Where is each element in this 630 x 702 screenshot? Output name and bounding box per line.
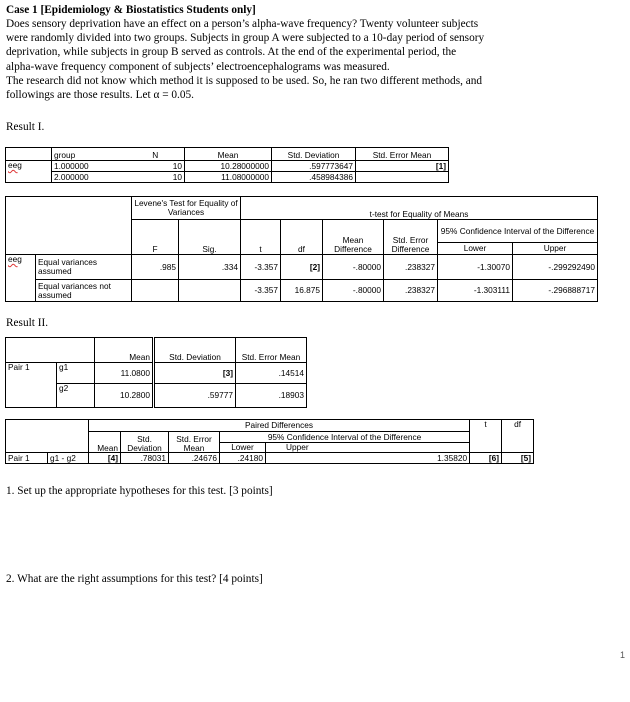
table-row (6, 161, 449, 172)
page-number: 1 (620, 650, 626, 660)
row-label: eeg (8, 160, 22, 170)
paired-differences-header: Paired Differences (89, 420, 470, 432)
col-header: N (127, 148, 185, 161)
col-header: Std. Error Mean (236, 338, 307, 363)
ttest-header: t-test for Equality of Means (241, 197, 598, 220)
cell (356, 172, 449, 183)
cell: 2.000000 (52, 172, 127, 183)
cell: [5] (502, 453, 534, 464)
paired-test-table (5, 419, 534, 464)
pair-label: Pair 1 (6, 363, 57, 408)
cell: 1.35820 (266, 453, 470, 464)
cell: .59777 (154, 384, 236, 408)
independent-samples-test-table (5, 196, 598, 302)
result1-label: Result I. (6, 121, 45, 133)
row-label: Equal variances assumed (36, 255, 132, 280)
cell: -1.303111 (438, 280, 513, 302)
col-header: Mean (89, 432, 121, 453)
cell: [6] (470, 453, 502, 464)
cell: 11.0800 (95, 363, 154, 384)
cell: .985 (132, 255, 179, 280)
cell: .238327 (384, 280, 438, 302)
table-row (6, 453, 534, 464)
cell: 10 (127, 161, 185, 172)
cell: [1] (356, 161, 449, 172)
cell: 11.08000000 (185, 172, 272, 183)
table-row (6, 280, 598, 302)
cell: [4] (89, 453, 121, 464)
empty-cell (6, 338, 95, 363)
row-label: g1 - g2 (48, 453, 89, 464)
table-row (6, 172, 449, 183)
col-header: F (132, 220, 179, 255)
col-header: t (241, 220, 281, 255)
col-header: Mean (95, 338, 154, 363)
col-header: group (52, 148, 127, 161)
intro-line: The research did not know which method it is supposed to be used. So, he ran two different methods, and (6, 74, 483, 87)
levene-header: Levene's Test for Equality of Variances (132, 197, 241, 220)
table-row (6, 363, 307, 384)
cell: [2] (281, 255, 323, 280)
cell: 10 (127, 172, 185, 183)
cell: -1.30070 (438, 255, 513, 280)
intro-line: were randomly divided into two groups. Subjects in group A were subjected to a 10-day period of sensory (6, 32, 485, 45)
row-label: g2 (57, 384, 95, 408)
cell: [3] (154, 363, 236, 384)
cell (179, 280, 241, 302)
cell: .458984386 (272, 172, 356, 183)
cell: 10.28000000 (185, 161, 272, 172)
intro-line: followings are those results. Let α = 0.05. (6, 89, 194, 102)
intro-line: Does sensory deprivation have an effect on a person’s alpha-wave frequency? Twenty volunteer subjects (6, 18, 479, 30)
cell: -.299292490 (513, 255, 598, 280)
row-label: g1 (57, 363, 95, 384)
col-header: Std. Error Difference (384, 220, 438, 255)
question-2: 2. What are the right assumptions for this test? [4 points] (6, 573, 263, 585)
col-header: Std. Deviation (121, 432, 169, 453)
col-header: Lower (438, 243, 513, 255)
cell: .78031 (121, 453, 169, 464)
cell: .24180 (220, 453, 266, 464)
ci-header: 95% Confidence Interval of the Difference (438, 220, 598, 243)
empty-cell (6, 148, 52, 161)
table-row (6, 255, 598, 280)
col-header: Std. Error Mean (356, 148, 449, 161)
paired-statistics-table (5, 337, 307, 408)
row-label: Equal variances not assumed (36, 280, 132, 302)
cell: .334 (179, 255, 241, 280)
cell: -.80000 (323, 255, 384, 280)
col-header: df (281, 220, 323, 255)
intro-line: deprivation, while subjects in group B served as controls. At the end of the experimental period, the (6, 46, 457, 59)
col-header: Sig. (179, 220, 241, 255)
cell: .14514 (236, 363, 307, 384)
col-header: t (470, 420, 502, 453)
col-header: Upper (266, 443, 470, 453)
cell: -3.357 (241, 280, 281, 302)
empty-cell (6, 197, 132, 255)
result2-label: Result II. (6, 317, 49, 329)
cell: 10.2800 (95, 384, 154, 408)
col-header: df (502, 420, 534, 453)
cell: -3.357 (241, 255, 281, 280)
col-header: Std. Deviation (272, 148, 356, 161)
cell (132, 280, 179, 302)
cell: .238327 (384, 255, 438, 280)
group-statistics-table (5, 147, 449, 183)
col-header: Lower (220, 443, 266, 453)
cell: -.296888717 (513, 280, 598, 302)
pair-label: Pair 1 (6, 453, 48, 464)
col-header: Std. Error Mean (169, 432, 220, 453)
col-header: Std. Deviation (154, 338, 236, 363)
col-header: Upper (513, 243, 598, 255)
intro-line: alpha-wave frequency component of subjects’ electroencephalograms was measured. (6, 60, 390, 73)
case-title: Case 1 [Epidemiology & Biostatistics Students only] (6, 4, 256, 16)
empty-cell (6, 420, 89, 453)
cell: 16.875 (281, 280, 323, 302)
cell: 1.000000 (52, 161, 127, 172)
col-header: Mean (185, 148, 272, 161)
question-1: 1. Set up the appropriate hypotheses for this test. [3 points] (6, 485, 273, 497)
cell: -.80000 (323, 280, 384, 302)
cell: .597773647 (272, 161, 356, 172)
table-header-row (6, 148, 449, 161)
intro-text (6, 17, 484, 102)
cell: .24676 (169, 453, 220, 464)
cell: .18903 (236, 384, 307, 408)
row-label: eeg (8, 254, 22, 264)
col-header: Mean Difference (323, 220, 384, 255)
ci-header: 95% Confidence Interval of the Difference (220, 432, 470, 443)
